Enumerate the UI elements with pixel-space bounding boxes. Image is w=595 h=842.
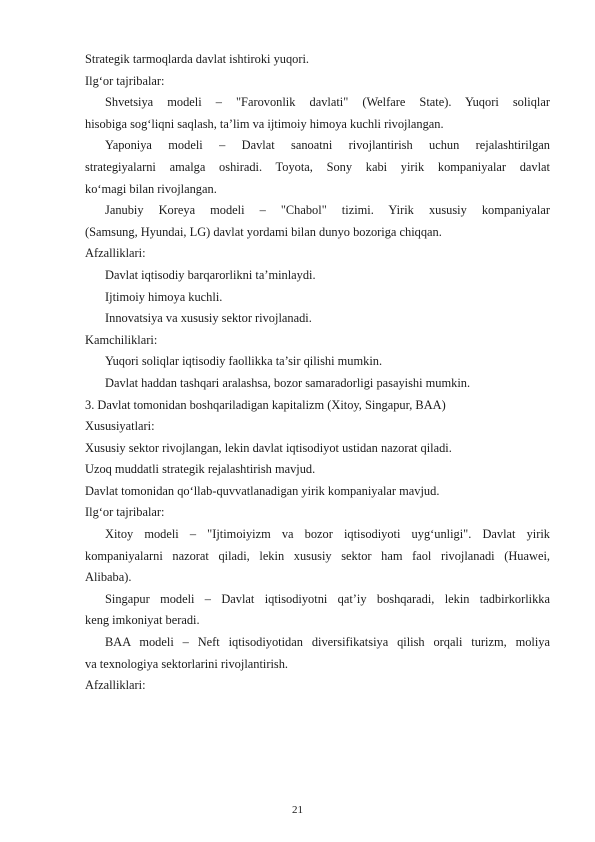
text-line: Afzalliklari: <box>85 246 146 261</box>
text-line: kompaniyalarni nazorat qiladi, lekin xususiy sektor ham faol rivojlanadi (Huawei, <box>85 548 550 563</box>
text-line: Xitoy modeli – "Ijtimoiyizm va bozor iqtisodiyoti uyg‘unligi". Davlat yirik <box>105 527 550 542</box>
text-line: Yaponiya modeli – Davlat sanoatni rivojlantirish uchun rejalashtirilgan <box>105 138 550 153</box>
document-body <box>85 49 550 697</box>
text-line: Davlat tomonidan qo‘llab-quvvatlanadigan yirik kompaniyalar mavjud. <box>85 483 440 498</box>
text-line: Davlat iqtisodiy barqarorlikni ta’minlaydi. <box>105 267 316 282</box>
text-line: strategiyalarni amalga oshiradi. Toyota, Sony kabi yirik kompaniyalar davlat <box>85 159 550 174</box>
text-line: keng imkoniyat beradi. <box>85 613 200 628</box>
text-line: Xususiy sektor rivojlangan, lekin davlat iqtisodiyot ustidan nazorat qiladi. <box>85 440 452 455</box>
text-line: Yuqori soliqlar iqtisodiy faollikka ta’sir qilishi mumkin. <box>105 354 383 369</box>
text-line: Ilg‘or tajribalar: <box>85 73 165 88</box>
text-line: Afzalliklari: <box>85 678 146 693</box>
text-line: va texnologiya sektorlarini rivojlantirish. <box>85 656 289 671</box>
text-line: (Samsung, Hyundai, LG) davlat yordami bilan dunyo bozoriga chiqqan. <box>85 224 442 239</box>
text-line: Strategik tarmoqlarda davlat ishtiroki yuqori. <box>85 52 310 66</box>
text-line: Xususiyatlari: <box>85 419 155 434</box>
text-line: ko‘magi bilan rivojlangan. <box>85 181 217 196</box>
text-line: 3. Davlat tomonidan boshqariladigan kapitalizm (Xitoy, Singapur, BAA) <box>85 397 446 412</box>
text-line: Singapur modeli – Davlat iqtisodiyotni qat’iy boshqaradi, lekin tadbirkorlikka <box>105 591 550 606</box>
text-line: Ijtimoiy himoya kuchli. <box>105 289 223 304</box>
text-line: Janubiy Koreya modeli – "Chabol" tizimi. Yirik xususiy kompaniyalar <box>105 203 550 218</box>
text-line: Alibaba). <box>85 570 132 585</box>
page-number: 21 <box>292 804 303 816</box>
text-line: Shvetsiya modeli – "Farovonlik davlati" (Welfare State). Yuqori soliqlar <box>105 95 550 110</box>
text-line: BAA modeli – Neft iqtisodiyotidan diversifikatsiya qilish orqali turizm, moliya <box>105 635 550 650</box>
text-line: Ilg‘or tajribalar: <box>85 505 165 520</box>
text-line: Kamchiliklari: <box>85 332 158 347</box>
text-line: Uzoq muddatli strategik rejalashtirish mavjud. <box>85 462 316 477</box>
text-line: Innovatsiya va xususiy sektor rivojlanadi. <box>105 311 312 326</box>
text-line: Davlat haddan tashqari aralashsa, bozor samaradorligi pasayishi mumkin. <box>105 375 471 390</box>
text-line: hisobiga sog‘liqni saqlash, ta’lim va ijtimoiy himoya kuchli rivojlangan. <box>85 116 444 131</box>
